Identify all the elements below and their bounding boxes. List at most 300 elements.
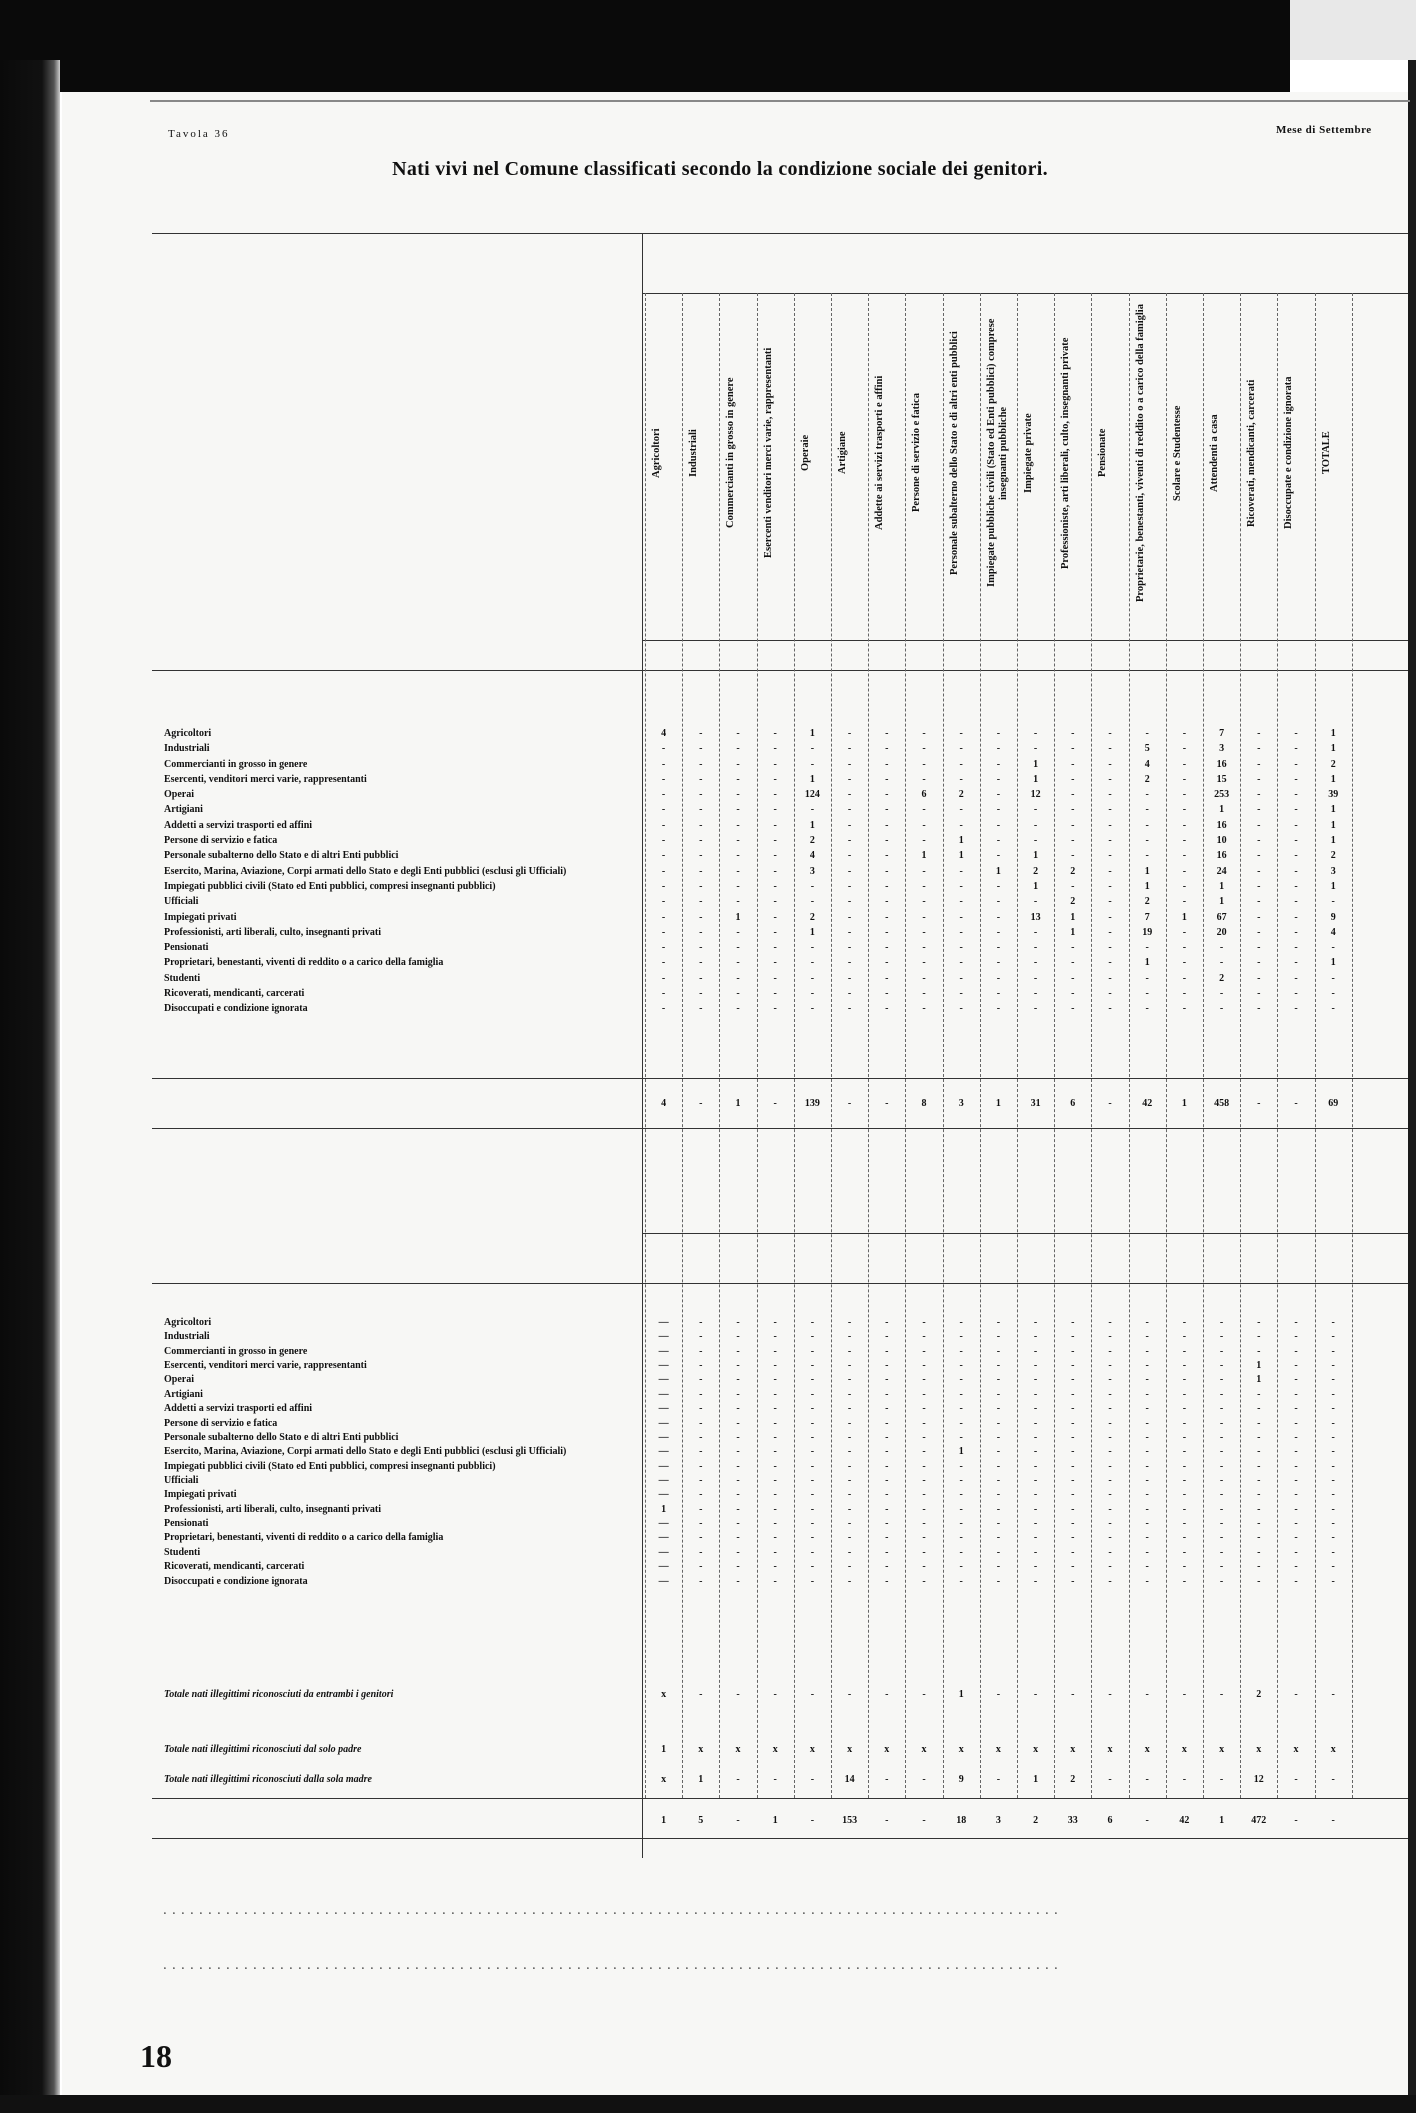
illegit-cell: - bbox=[996, 1518, 1001, 1530]
illegit-cell: - bbox=[1145, 1317, 1149, 1328]
illegit-cell: - bbox=[1145, 1489, 1149, 1501]
table-cell: - bbox=[1108, 850, 1112, 862]
illegit-cell: - bbox=[1294, 1503, 1298, 1515]
illegit-summary-cell: - bbox=[922, 1774, 926, 1785]
illegit-cell: - bbox=[1257, 1345, 1261, 1357]
table-cell: - bbox=[1145, 850, 1149, 862]
table-cell: - bbox=[1257, 896, 1261, 908]
table-cell: 124 bbox=[804, 789, 820, 801]
illegit-cell: - bbox=[810, 1575, 815, 1587]
table-cell: - bbox=[699, 819, 703, 831]
illegit-summary-cell: x bbox=[1144, 1744, 1150, 1755]
illegit-cell: - bbox=[1331, 1374, 1335, 1386]
label-column-divider bbox=[642, 233, 643, 1858]
table-cell: - bbox=[1257, 743, 1261, 755]
table-cell: - bbox=[1145, 789, 1149, 801]
table-cell: - bbox=[1257, 972, 1261, 984]
illegit-cell: - bbox=[773, 1403, 777, 1415]
illegit-cell: - bbox=[996, 1446, 1001, 1458]
table-cell: - bbox=[1257, 835, 1261, 847]
illegit-cell: - bbox=[699, 1489, 703, 1501]
illegit-cell: - bbox=[959, 1331, 963, 1343]
table-cell: - bbox=[922, 758, 926, 770]
illegit-cell: - bbox=[885, 1575, 889, 1587]
illegit-cell: - bbox=[810, 1532, 815, 1544]
illegit-cell: - bbox=[699, 1546, 703, 1558]
legit-total-cell: 1 bbox=[1181, 1098, 1187, 1109]
illegit-cell: - bbox=[1294, 1331, 1298, 1343]
table-cell: - bbox=[959, 1003, 963, 1015]
table-cell: - bbox=[1257, 758, 1261, 770]
column-header: Scolare e Studentesse bbox=[1171, 405, 1183, 501]
illegit-cell: - bbox=[736, 1460, 740, 1472]
table-cell: - bbox=[736, 880, 740, 892]
illegit-row-label: Operai bbox=[164, 1374, 194, 1386]
illegit-cell: - bbox=[847, 1345, 852, 1357]
illegit-cell: - bbox=[1331, 1345, 1335, 1357]
illegit-summary-cell: x bbox=[698, 1744, 704, 1755]
illegit-cell: - bbox=[1257, 1317, 1261, 1328]
illegit-cell: - bbox=[1108, 1575, 1112, 1587]
illegit-cell: - bbox=[699, 1345, 703, 1357]
table-cell: 2 bbox=[1070, 865, 1076, 877]
illegit-summary-cell: x bbox=[995, 1744, 1001, 1755]
illegit-cell: - bbox=[922, 1431, 926, 1443]
table-cell: - bbox=[922, 1003, 926, 1015]
table-cell: - bbox=[1257, 819, 1261, 831]
illegit-cell: 1 bbox=[958, 1446, 964, 1458]
illegit-cell: - bbox=[1294, 1475, 1298, 1486]
illegit-father-cell: — bbox=[658, 1403, 669, 1415]
table-top-rule bbox=[152, 233, 1408, 234]
table-cell: 16 bbox=[1216, 819, 1227, 831]
illegit-cell: - bbox=[736, 1388, 740, 1400]
illegit-cell: - bbox=[847, 1417, 852, 1429]
illegit-cell: - bbox=[1033, 1503, 1038, 1515]
table-cell: 2 bbox=[1144, 773, 1150, 785]
table-cell: - bbox=[810, 758, 815, 770]
table-cell: - bbox=[773, 835, 777, 847]
table-cell: - bbox=[1182, 835, 1187, 847]
totals-cell: - bbox=[922, 1815, 926, 1826]
table-cell: 1 bbox=[1219, 896, 1225, 908]
illegit-cell: - bbox=[1071, 1518, 1075, 1530]
illegit-cell: - bbox=[1331, 1475, 1335, 1486]
column-header: Artigiane bbox=[837, 431, 848, 475]
illegit-cell: - bbox=[847, 1403, 852, 1415]
table-cell: 1 bbox=[1330, 773, 1336, 785]
column-header: Ricoverati, mendicanti, carcerati bbox=[1246, 379, 1258, 527]
footer-line1 bbox=[164, 1905, 1394, 1918]
illegit-summary-label: Totale nati illegittimi riconosciuti dalla sola madre bbox=[164, 1774, 372, 1785]
table-cell: - bbox=[810, 988, 815, 999]
table-cell: - bbox=[1294, 988, 1298, 999]
table-cell: - bbox=[773, 911, 777, 923]
row-label: Impiegati pubblici civili (Stato ed Enti pubblici, compresi insegnanti pubblici) bbox=[164, 880, 496, 892]
table-cell: - bbox=[959, 758, 963, 770]
illegit-cell: - bbox=[810, 1317, 815, 1328]
column-header: Impiegate pubbliche civili (Stato ed Enti pubblici) comprese insegnanti pubbliche bbox=[985, 318, 1009, 588]
table-cell: - bbox=[1145, 819, 1149, 831]
illegit-cell: - bbox=[1145, 1518, 1149, 1530]
illegit-cell: - bbox=[1257, 1417, 1261, 1429]
totals-cell: 6 bbox=[1107, 1815, 1113, 1826]
illegit-cell: - bbox=[1071, 1374, 1075, 1386]
table-cell: 1 bbox=[1181, 911, 1187, 923]
table-cell: - bbox=[847, 972, 852, 984]
illegit-summary-cell: - bbox=[847, 1689, 852, 1700]
illegit-cell: - bbox=[996, 1331, 1001, 1343]
illegit-cell: - bbox=[847, 1561, 852, 1573]
table-cell: - bbox=[810, 957, 815, 969]
table-cell: - bbox=[1294, 865, 1298, 877]
illegit-summary-father: x bbox=[661, 1774, 667, 1785]
table-cell: 19 bbox=[1142, 926, 1153, 938]
illegit-cell: - bbox=[1294, 1403, 1298, 1415]
illegit-row-label: Proprietari, benestanti, viventi di reddito o a carico della famiglia bbox=[164, 1532, 444, 1544]
table-cell: 1 bbox=[1330, 957, 1336, 969]
illegit-cell: - bbox=[959, 1532, 963, 1544]
illegit-cell: - bbox=[1033, 1460, 1038, 1472]
totals-cell: 42 bbox=[1179, 1815, 1190, 1826]
illegit-cell: - bbox=[1033, 1360, 1038, 1372]
illegit-cell: - bbox=[1145, 1431, 1149, 1443]
illegit-cell: - bbox=[1033, 1575, 1038, 1587]
table-cell: - bbox=[1294, 743, 1298, 755]
illegit-cell: - bbox=[1182, 1518, 1187, 1530]
table-cell: - bbox=[1108, 819, 1112, 831]
illegit-row-label: Personale subalterno dello Stato e di altri Enti pubblici bbox=[164, 1431, 399, 1443]
table-cell: - bbox=[1257, 926, 1261, 938]
table-cell: - bbox=[736, 835, 740, 847]
column-header: Commercianti in grosso in genere bbox=[725, 377, 737, 529]
table-cell: - bbox=[1182, 942, 1187, 954]
table-cell: 4 bbox=[661, 728, 667, 739]
illegit-summary-cell: x bbox=[921, 1744, 927, 1755]
illegit-summary-cell: - bbox=[1294, 1689, 1298, 1700]
illegit-cell: - bbox=[847, 1331, 852, 1343]
illegit-father-cell: — bbox=[658, 1561, 669, 1573]
illegit-cell: - bbox=[1033, 1317, 1038, 1328]
table-cell: - bbox=[996, 850, 1001, 862]
table-cell: - bbox=[1071, 728, 1075, 739]
table-cell: - bbox=[661, 758, 666, 770]
illegit-cell: - bbox=[1257, 1460, 1261, 1472]
illegit-cell: - bbox=[1108, 1518, 1112, 1530]
illegit-cell: - bbox=[1331, 1403, 1335, 1415]
illegit-cell: - bbox=[1294, 1317, 1298, 1328]
illegit-cell: - bbox=[699, 1374, 703, 1386]
illegit-cell: - bbox=[996, 1489, 1001, 1501]
illegit-cell: - bbox=[922, 1417, 926, 1429]
illegit-cell: - bbox=[1294, 1417, 1298, 1429]
illegit-cell: - bbox=[810, 1331, 815, 1343]
illegit-cell: - bbox=[922, 1503, 926, 1515]
illegit-cell: - bbox=[699, 1532, 703, 1544]
illegit-cell: - bbox=[1331, 1460, 1335, 1472]
illegit-cell: - bbox=[996, 1403, 1001, 1415]
table-cell: - bbox=[1294, 957, 1298, 969]
table-cell: - bbox=[1182, 819, 1187, 831]
table-cell: - bbox=[736, 972, 740, 984]
table-cell: 20 bbox=[1216, 926, 1227, 938]
illegit-cell: - bbox=[1182, 1475, 1187, 1486]
illegit-cell: - bbox=[1257, 1532, 1261, 1544]
illegit-cell: - bbox=[810, 1546, 815, 1558]
illegit-cell: - bbox=[810, 1345, 815, 1357]
table-cell: - bbox=[661, 957, 666, 969]
table-cell: - bbox=[922, 773, 926, 785]
table-cell: - bbox=[1108, 1003, 1112, 1015]
table-cell: 12 bbox=[1030, 789, 1041, 801]
table-cell: - bbox=[922, 804, 926, 816]
illegit-cell: - bbox=[810, 1446, 815, 1458]
illegit-cell: - bbox=[1257, 1388, 1261, 1400]
illegit-cell: - bbox=[1145, 1532, 1149, 1544]
table-cell: - bbox=[922, 865, 926, 877]
table-cell: - bbox=[1182, 988, 1187, 999]
illegit-cell: - bbox=[885, 1403, 889, 1415]
illegit-cell: - bbox=[1108, 1331, 1112, 1343]
table-cell: - bbox=[959, 926, 963, 938]
illegit-cell: - bbox=[1108, 1388, 1112, 1400]
illegit-cell: - bbox=[1331, 1575, 1335, 1587]
illegit-cell: - bbox=[847, 1489, 852, 1501]
table-cell: - bbox=[699, 972, 703, 984]
table-cell: - bbox=[1182, 865, 1187, 877]
column-header: Addette ai servizi trasporti e affini bbox=[874, 375, 886, 531]
table-cell: - bbox=[1294, 835, 1298, 847]
illegit-cell: - bbox=[773, 1317, 777, 1328]
illegit-cell: - bbox=[773, 1331, 777, 1343]
table-cell: 2 bbox=[1219, 972, 1225, 984]
table-cell: - bbox=[959, 728, 963, 739]
table-cell: - bbox=[773, 1003, 777, 1015]
table-cell: - bbox=[885, 819, 889, 831]
illegit-summary-cell: x bbox=[1107, 1744, 1113, 1755]
illegit-cell: - bbox=[1257, 1446, 1261, 1458]
illegit-cell: - bbox=[1108, 1446, 1112, 1458]
illegit-cell: - bbox=[885, 1360, 889, 1372]
table-cell: - bbox=[847, 773, 852, 785]
illegit-cell: - bbox=[959, 1475, 963, 1486]
illegit-cell: - bbox=[773, 1532, 777, 1544]
illegit-cell: - bbox=[1219, 1460, 1224, 1472]
illegit-summary-cell: - bbox=[773, 1689, 777, 1700]
table-cell: 1 bbox=[1330, 880, 1336, 892]
illegit-cell: - bbox=[1257, 1431, 1261, 1443]
illegit-cell: - bbox=[810, 1388, 815, 1400]
table-cell: - bbox=[1182, 773, 1187, 785]
table-cell: - bbox=[959, 988, 963, 999]
table-cell: - bbox=[1331, 988, 1335, 999]
illegit-cell: - bbox=[996, 1360, 1001, 1372]
table-cell: - bbox=[773, 789, 777, 801]
table-cell: - bbox=[922, 942, 926, 954]
totals-cell: - bbox=[1145, 1815, 1149, 1826]
table-cell: - bbox=[1294, 758, 1298, 770]
table-cell: - bbox=[810, 896, 815, 908]
table-cell: - bbox=[699, 804, 703, 816]
illegit-summary-cell: x bbox=[1330, 1744, 1336, 1755]
table-cell: - bbox=[773, 896, 777, 908]
table-cell: - bbox=[847, 957, 852, 969]
illegit-cell: 1 bbox=[1256, 1374, 1262, 1386]
row-label: Professionisti, arti liberali, culto, insegnanti privati bbox=[164, 926, 382, 938]
illegit-father-cell: — bbox=[658, 1546, 669, 1558]
table-cell: - bbox=[885, 773, 889, 785]
table-cell: 253 bbox=[1214, 789, 1230, 801]
totals-cell: - bbox=[1294, 1815, 1298, 1826]
illegit-cell: - bbox=[885, 1446, 889, 1458]
table-cell: - bbox=[1257, 773, 1261, 785]
table-cell: 1 bbox=[1330, 743, 1336, 755]
illegit-cell: - bbox=[1182, 1317, 1187, 1328]
table-cell: - bbox=[736, 988, 740, 999]
totals-father: 1 bbox=[661, 1815, 667, 1826]
table-cell: - bbox=[1182, 804, 1187, 816]
table-cell: - bbox=[922, 972, 926, 984]
illegit-cell: - bbox=[1033, 1374, 1038, 1386]
illegit-summary-cell: - bbox=[1331, 1774, 1335, 1785]
table-cell: - bbox=[736, 850, 740, 862]
table-cell: - bbox=[959, 804, 963, 816]
illegit-cell: - bbox=[1145, 1475, 1149, 1486]
illegit-cell: - bbox=[1331, 1532, 1335, 1544]
table-cell: 1 bbox=[1330, 835, 1336, 847]
illegit-cell: - bbox=[922, 1575, 926, 1587]
illegit-row-label: Persone di servizio e fatica bbox=[164, 1417, 278, 1429]
illegit-cell: - bbox=[1182, 1417, 1187, 1429]
table-label: Tavola 36 bbox=[168, 128, 230, 140]
illegit-cell: - bbox=[699, 1446, 703, 1458]
illegit-summary-cell: - bbox=[885, 1774, 889, 1785]
illegit-summary-cell: x bbox=[735, 1744, 741, 1755]
table-cell: - bbox=[810, 743, 815, 755]
illegit-summary-cell: 14 bbox=[844, 1774, 855, 1785]
table-cell: - bbox=[847, 865, 852, 877]
legit-total-cell: 458 bbox=[1214, 1098, 1230, 1109]
table-cell: - bbox=[1108, 957, 1112, 969]
illegit-cell: - bbox=[1219, 1518, 1224, 1530]
illegit-row-label: Esercito, Marina, Aviazione, Corpi armati dello Stato e degli Enti pubblici (esclusi gli Ufficiali) bbox=[164, 1446, 567, 1458]
table-cell: - bbox=[959, 957, 963, 969]
dot-leader: . . . . . . . . . . . . . . . . . . . . . . . . . . . . . . . . . . . . . . . . . . . . . . . . . . . . . . . . . . . . . . . . . . . . . . . . . . . . . . . . . . . . . . . . . . . . . . . . . . . . bbox=[164, 1906, 1060, 1917]
totals-bottom-rule bbox=[152, 1838, 1408, 1839]
illegit-cell: - bbox=[736, 1431, 740, 1443]
table-cell: - bbox=[1182, 926, 1187, 938]
table-cell: - bbox=[885, 942, 889, 954]
table-cell: - bbox=[847, 819, 852, 831]
illegit-cell: - bbox=[1331, 1317, 1335, 1328]
table-cell: - bbox=[773, 773, 777, 785]
illegit-cell: - bbox=[847, 1503, 852, 1515]
totals-cell: 5 bbox=[698, 1815, 704, 1826]
legit-total-cell: - bbox=[847, 1098, 852, 1109]
totals-cell: 472 bbox=[1251, 1815, 1267, 1826]
table-cell: - bbox=[661, 988, 666, 999]
table-cell: 2 bbox=[1070, 896, 1076, 908]
illegit-cell: - bbox=[959, 1503, 963, 1515]
table-cell: - bbox=[959, 942, 963, 954]
illegit-cell: - bbox=[810, 1503, 815, 1515]
illegit-cell: - bbox=[1108, 1546, 1112, 1558]
table-cell: - bbox=[885, 865, 889, 877]
illegit-cell: - bbox=[1294, 1360, 1298, 1372]
illegit-cell: - bbox=[1033, 1489, 1038, 1501]
illegit-cell: - bbox=[1071, 1460, 1075, 1472]
illegit-cell: - bbox=[1331, 1546, 1335, 1558]
illegit-cell: - bbox=[1219, 1345, 1224, 1357]
illegit-cell: - bbox=[1145, 1360, 1149, 1372]
table-cell: - bbox=[699, 880, 703, 892]
table-cell: 16 bbox=[1216, 850, 1227, 862]
table-cell: 1 bbox=[1070, 911, 1076, 923]
table-cell: - bbox=[996, 789, 1001, 801]
illegit-cell: - bbox=[922, 1460, 926, 1472]
illegit-row-label: Addetti a servizi trasporti ed affini bbox=[164, 1403, 313, 1415]
table-cell: - bbox=[1108, 728, 1112, 739]
table-cell: 1 bbox=[809, 819, 815, 831]
table-cell: - bbox=[1182, 880, 1187, 892]
row-label: Industriali bbox=[164, 743, 210, 755]
row-label: Studenti bbox=[164, 972, 201, 984]
illegit-cell: - bbox=[1257, 1575, 1261, 1587]
illegit-row-label: Artigiani bbox=[164, 1388, 203, 1400]
illegit-father-cell: — bbox=[658, 1475, 669, 1486]
illegit-cell: - bbox=[1071, 1317, 1075, 1328]
illegit-cell: - bbox=[1108, 1360, 1112, 1372]
table-cell: - bbox=[1145, 835, 1149, 847]
illegit-cell: - bbox=[1331, 1561, 1335, 1573]
table-cell: - bbox=[699, 942, 703, 954]
illegit-cell: - bbox=[1257, 1546, 1261, 1558]
illegit-cell: - bbox=[1294, 1388, 1298, 1400]
illegit-cell: - bbox=[773, 1431, 777, 1443]
illegit-cell: - bbox=[885, 1460, 889, 1472]
table-cell: - bbox=[1219, 1003, 1224, 1015]
legit-total-cell: 3 bbox=[958, 1098, 964, 1109]
table-cell: 67 bbox=[1216, 911, 1227, 923]
table-cell: 2 bbox=[958, 789, 964, 801]
illegit-cell: - bbox=[1182, 1489, 1187, 1501]
illegit-cell: - bbox=[1219, 1561, 1224, 1573]
table-cell: - bbox=[922, 896, 926, 908]
illegit-cell: - bbox=[1033, 1561, 1038, 1573]
illegit-cell: - bbox=[810, 1561, 815, 1573]
illegit-cell: - bbox=[699, 1317, 703, 1328]
illegit-summary-cell: - bbox=[885, 1689, 889, 1700]
illegit-row-label: Disoccupati e condizione ignorata bbox=[164, 1575, 308, 1587]
table-cell: 2 bbox=[809, 911, 815, 923]
table-cell: - bbox=[1108, 758, 1112, 770]
table-cell: - bbox=[1145, 988, 1149, 999]
illegit-cell: - bbox=[996, 1575, 1001, 1587]
table-cell: - bbox=[1071, 773, 1075, 785]
table-cell: - bbox=[1033, 819, 1038, 831]
legit-total-cell: - bbox=[885, 1098, 889, 1109]
dot-leader: . . . . . . . . . . . . . . . . . . . . . . . . . . . . . . . . . . . . . . . . . . . . . . . . . . . . . . . . . . . . . . . . . . . . . . . . . . . . . . . . . . . . . . . . . . . . . . . . . . . . bbox=[164, 1961, 1060, 1972]
illegit-cell: - bbox=[1033, 1475, 1038, 1486]
illegit-cell: - bbox=[1033, 1403, 1038, 1415]
table-cell: - bbox=[661, 896, 666, 908]
table-cell: 2 bbox=[1330, 758, 1336, 770]
table-cell: - bbox=[699, 896, 703, 908]
illegit-summary-cell: - bbox=[996, 1689, 1001, 1700]
illegit-cell: - bbox=[922, 1532, 926, 1544]
illegit-cell: - bbox=[773, 1360, 777, 1372]
illegit-row-label: Studenti bbox=[164, 1546, 201, 1558]
